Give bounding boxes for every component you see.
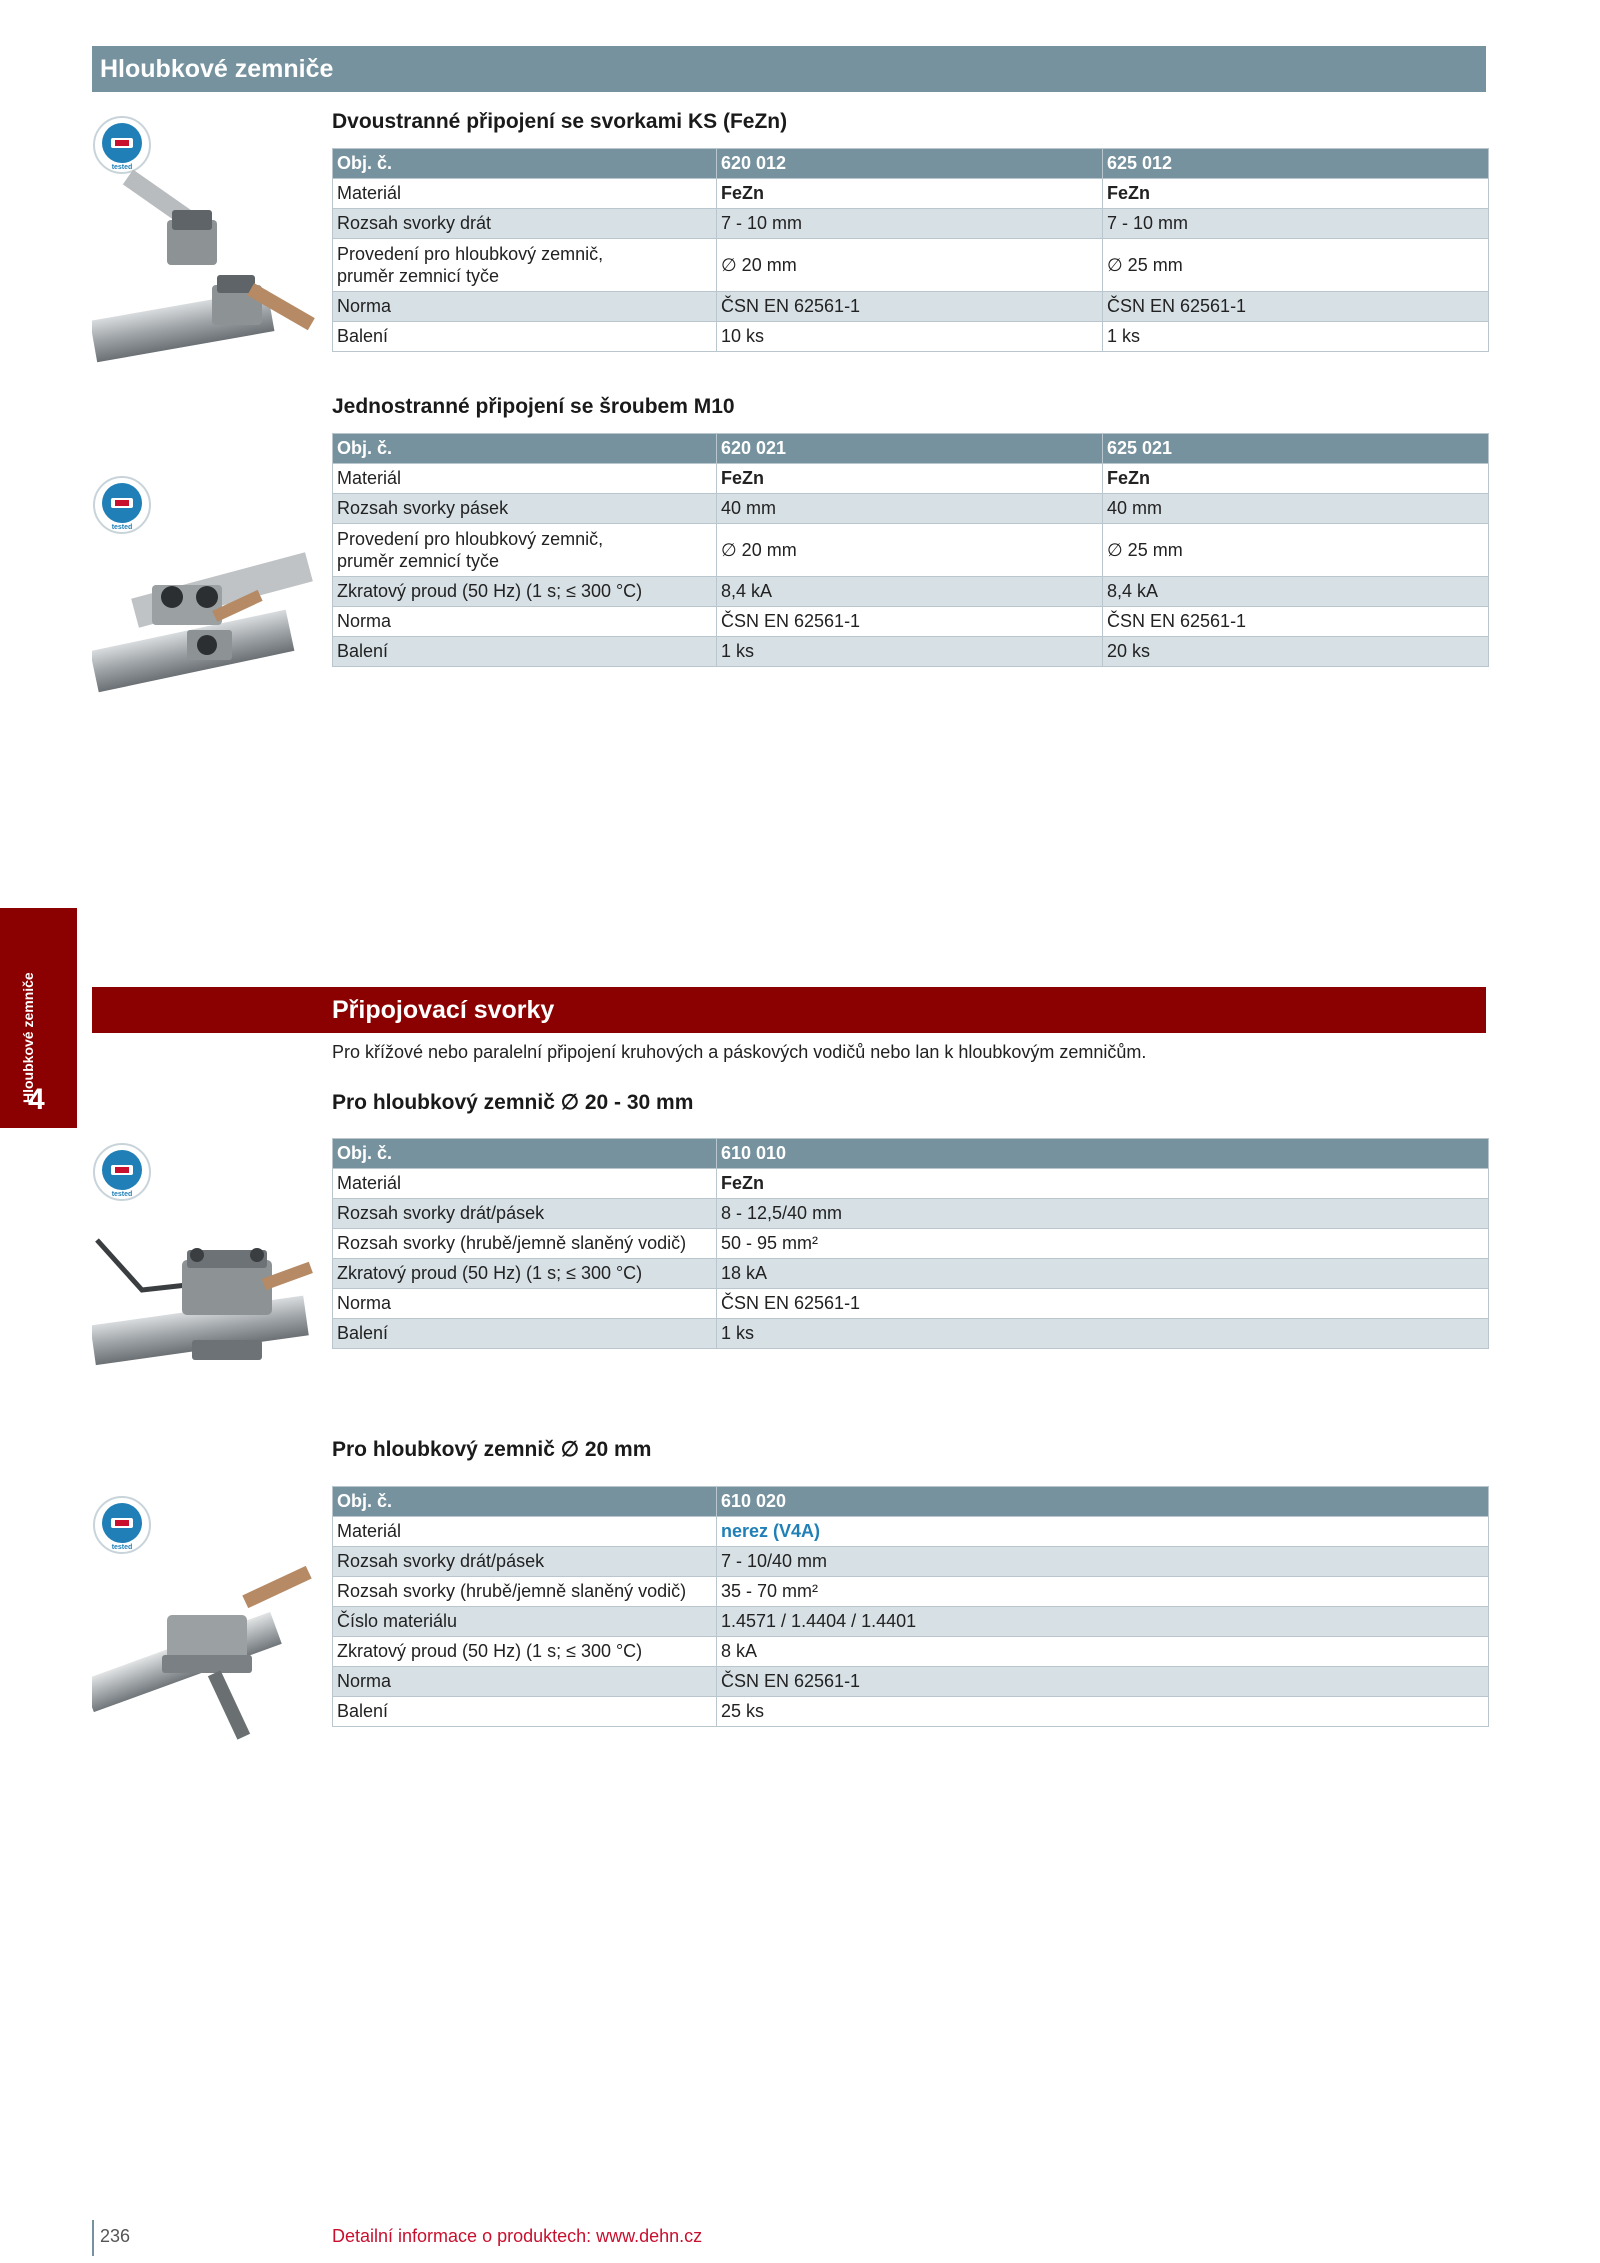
product-image-m10-clamp <box>92 515 317 715</box>
spec-table-3 <box>332 1138 1489 1349</box>
header-cell: Obj. č. <box>333 1487 717 1517</box>
table-row <box>333 1517 1489 1547</box>
table-row <box>333 1607 1489 1637</box>
row-label: Rozsah svorky drát <box>333 209 717 239</box>
row-label: Rozsah svorky pásek <box>333 494 717 524</box>
row-label: Číslo materiálu <box>333 1607 717 1637</box>
table-row <box>333 239 1489 292</box>
header-cell: Obj. č. <box>333 434 717 464</box>
row-value: ČSN EN 62561-1 <box>717 607 1103 637</box>
row-label: Materiál <box>333 1517 717 1547</box>
table-row <box>333 179 1489 209</box>
row-value: ČSN EN 62561-1 <box>717 1667 1489 1697</box>
footer-divider <box>92 2220 94 2256</box>
product-image-cross-clamp-v4a <box>92 1555 317 1755</box>
row-value: FeZn <box>717 179 1103 209</box>
badge-text: tested <box>111 164 133 171</box>
row-label: Materiál <box>333 464 717 494</box>
table-header-row <box>333 1487 1489 1517</box>
spec-table-2 <box>332 433 1489 667</box>
table-header-row <box>333 1139 1489 1169</box>
section-header-red: Připojovací svorky <box>92 987 1486 1033</box>
badge-text: tested <box>111 1544 133 1551</box>
row-label: Rozsah svorky drát/pásek <box>333 1547 717 1577</box>
badge-text: tested <box>111 524 133 531</box>
row-value: 7 - 10 mm <box>1103 209 1489 239</box>
row-label: Balení <box>333 322 717 352</box>
section-header: Hloubkové zemniče <box>92 46 1486 92</box>
row-value: 40 mm <box>1103 494 1489 524</box>
table-row <box>333 637 1489 667</box>
row-label: Rozsah svorky drát/pásek <box>333 1199 717 1229</box>
row-value: 8,4 kA <box>717 577 1103 607</box>
spec-table-1 <box>332 148 1489 352</box>
row-value: 10 ks <box>717 322 1103 352</box>
row-value: FeZn <box>1103 179 1489 209</box>
row-value: ∅ 20 mm <box>717 524 1103 577</box>
row-value: 8 - 12,5/40 mm <box>717 1199 1489 1229</box>
table-row <box>333 322 1489 352</box>
table-row <box>333 1199 1489 1229</box>
row-value: FeZn <box>717 1169 1489 1199</box>
table-header-row <box>333 149 1489 179</box>
row-label: Provedení pro hloubkový zemnič, pruměr zemnicí tyče <box>333 524 717 577</box>
section-title-1: Dvoustranné připojení se svorkami KS (FeZn) <box>332 110 788 133</box>
tested-badge-icon <box>92 1495 152 1555</box>
row-label: Provedení pro hloubkový zemnič, pruměr zemnicí tyče <box>333 239 717 292</box>
table-row <box>333 1319 1489 1349</box>
row-value: 20 ks <box>1103 637 1489 667</box>
row-value: ČSN EN 62561-1 <box>1103 292 1489 322</box>
table-row <box>333 1169 1489 1199</box>
row-label: Zkratový proud (50 Hz) (1 s; ≤ 300 °C) <box>333 577 717 607</box>
table-row <box>333 1667 1489 1697</box>
badge-text: tested <box>111 1191 133 1198</box>
row-value: 1.4571 / 1.4404 / 1.4401 <box>717 1607 1489 1637</box>
product-image-cross-clamp-fezn <box>92 1205 317 1405</box>
row-value: 18 kA <box>717 1259 1489 1289</box>
header-cell: 610 020 <box>717 1487 1489 1517</box>
section-title-3: Pro hloubkový zemnič ∅ 20 - 30 mm <box>332 1091 694 1114</box>
row-value: FeZn <box>717 464 1103 494</box>
row-value: 7 - 10/40 mm <box>717 1547 1489 1577</box>
row-label: Balení <box>333 1697 717 1727</box>
header-cell: 610 010 <box>717 1139 1489 1169</box>
row-label: Norma <box>333 1289 717 1319</box>
row-value: 7 - 10 mm <box>717 209 1103 239</box>
table-row <box>333 1577 1489 1607</box>
header-cell: 620 021 <box>717 434 1103 464</box>
table-row <box>333 607 1489 637</box>
row-label: Rozsah svorky (hrubě/jemně slaněný vodič) <box>333 1229 717 1259</box>
row-value: nerez (V4A) <box>717 1517 1489 1547</box>
table-row <box>333 1289 1489 1319</box>
table-row <box>333 1259 1489 1289</box>
row-label: Materiál <box>333 179 717 209</box>
table-row <box>333 577 1489 607</box>
row-value: 8 kA <box>717 1637 1489 1667</box>
table-row <box>333 524 1489 577</box>
table-row <box>333 1547 1489 1577</box>
table-row <box>333 292 1489 322</box>
row-label: Rozsah svorky (hrubě/jemně slaněný vodič) <box>333 1577 717 1607</box>
row-value: ∅ 20 mm <box>717 239 1103 292</box>
table-row <box>333 494 1489 524</box>
section-title-2: Jednostranné připojení se šroubem M10 <box>332 395 735 418</box>
row-value: 1 ks <box>717 637 1103 667</box>
row-value: ČSN EN 62561-1 <box>717 292 1103 322</box>
table-row <box>333 1697 1489 1727</box>
header-cell: 625 021 <box>1103 434 1489 464</box>
tested-badge-icon <box>92 1142 152 1202</box>
row-label: Materiál <box>333 1169 717 1199</box>
header-cell: Obj. č. <box>333 149 717 179</box>
row-value: 1 ks <box>717 1319 1489 1349</box>
section-title-4: Pro hloubkový zemnič ∅ 20 mm <box>332 1438 652 1461</box>
row-value: 35 - 70 mm² <box>717 1577 1489 1607</box>
header-cell: Obj. č. <box>333 1139 717 1169</box>
row-value: ∅ 25 mm <box>1103 239 1489 292</box>
section-intro: Pro křížové nebo paralelní připojení kruhových a páskových vodičů nebo lan k hloubkovým zemničům. <box>332 1042 1147 1062</box>
table-header-row <box>333 434 1489 464</box>
spec-table-4 <box>332 1486 1489 1727</box>
table-row <box>333 1637 1489 1667</box>
product-image-ks-clamp <box>92 165 317 365</box>
table-row <box>333 209 1489 239</box>
row-label: Norma <box>333 607 717 637</box>
row-label: Balení <box>333 637 717 667</box>
row-label: Zkratový proud (50 Hz) (1 s; ≤ 300 °C) <box>333 1259 717 1289</box>
row-value: ∅ 25 mm <box>1103 524 1489 577</box>
row-label: Zkratový proud (50 Hz) (1 s; ≤ 300 °C) <box>333 1637 717 1667</box>
header-cell: 625 012 <box>1103 149 1489 179</box>
row-value: 1 ks <box>1103 322 1489 352</box>
row-value: 25 ks <box>717 1697 1489 1727</box>
footer-product-link[interactable]: Detailní informace o produktech: www.dehn.cz <box>332 2226 703 2246</box>
row-value: 50 - 95 mm² <box>717 1229 1489 1259</box>
row-value: 40 mm <box>717 494 1103 524</box>
table-row <box>333 1229 1489 1259</box>
row-value: FeZn <box>1103 464 1489 494</box>
row-label: Balení <box>333 1319 717 1349</box>
chapter-side-tab <box>0 908 77 1128</box>
side-tab-number: 4 <box>28 1083 45 1116</box>
row-label: Norma <box>333 1667 717 1697</box>
row-label: Norma <box>333 292 717 322</box>
header-cell: 620 012 <box>717 149 1103 179</box>
row-value: 8,4 kA <box>1103 577 1489 607</box>
row-value: ČSN EN 62561-1 <box>1103 607 1489 637</box>
side-tab-label: Hloubkové zemniče <box>20 972 36 1103</box>
page-number: 236 <box>100 2226 131 2246</box>
table-row <box>333 464 1489 494</box>
row-value: ČSN EN 62561-1 <box>717 1289 1489 1319</box>
